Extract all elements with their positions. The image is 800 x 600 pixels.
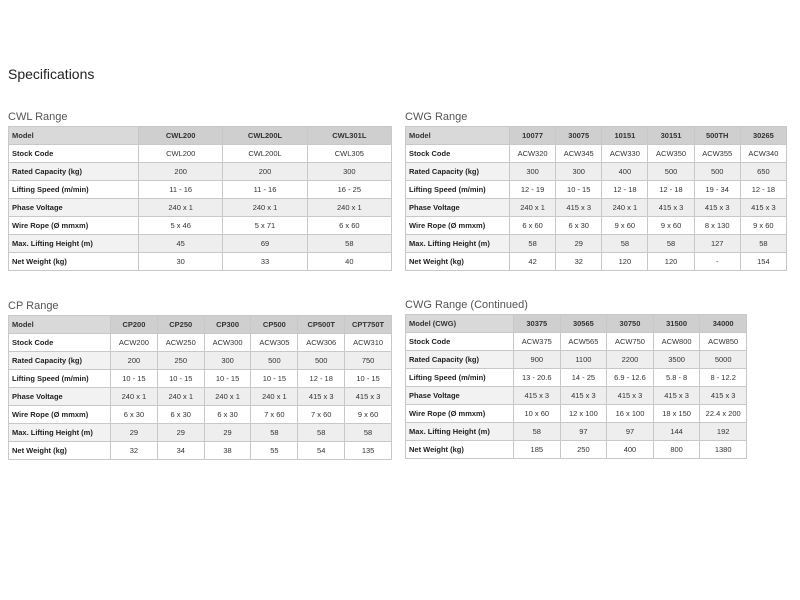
table-cell: 55 [251, 442, 298, 460]
table-row [406, 217, 787, 235]
table-header-row [406, 315, 747, 333]
table-row [406, 405, 747, 423]
row-label: Max. Lifting Height (m) [9, 235, 139, 253]
table-cell: 97 [560, 423, 607, 441]
table-cell: 6 x 30 [204, 406, 251, 424]
table-cell: 58 [510, 235, 556, 253]
row-label: Net Weight (kg) [406, 441, 514, 459]
row-label: Stock Code [9, 145, 139, 163]
table-cell: 240 x 1 [251, 388, 298, 406]
table-cell: 300 [510, 163, 556, 181]
table-cell: 135 [345, 442, 392, 460]
table-cell: 58 [740, 235, 786, 253]
table-cell: CWL200L [223, 127, 307, 145]
table-cell: ACW750 [607, 333, 654, 351]
table-cell: 32 [111, 442, 158, 460]
table-cell: 30750 [607, 315, 654, 333]
table-cell: CP250 [157, 316, 204, 334]
table-header-row [9, 316, 392, 334]
table-cell: 415 x 3 [648, 199, 694, 217]
cwg-continued-title: CWG Range (Continued) [405, 299, 528, 311]
cwg-continued-table [405, 314, 747, 459]
table-cell: 300 [556, 163, 602, 181]
cwg-continued-section [405, 298, 747, 459]
table-cell: CP300 [204, 316, 251, 334]
table-row [406, 181, 787, 199]
row-label: Stock Code [406, 145, 510, 163]
table-cell: 30265 [740, 127, 786, 145]
cwl-range-title: CWL Range [8, 111, 68, 123]
table-cell: 144 [653, 423, 700, 441]
table-cell: 500 [694, 163, 740, 181]
table-cell: 415 x 3 [607, 387, 654, 405]
table-cell: 1380 [700, 441, 747, 459]
table-cell: 31500 [653, 315, 700, 333]
table-cell: 12 - 18 [740, 181, 786, 199]
table-cell: 42 [510, 253, 556, 271]
table-cell: 34000 [700, 315, 747, 333]
row-label: Max. Lifting Height (m) [406, 423, 514, 441]
table-cell: 8 - 12.2 [700, 369, 747, 387]
table-cell: 192 [700, 423, 747, 441]
table-cell: 12 - 18 [602, 181, 648, 199]
table-cell: 415 x 3 [653, 387, 700, 405]
table-cell: 200 [139, 163, 223, 181]
table-cell: ACW320 [510, 145, 556, 163]
table-cell: 415 x 3 [514, 387, 561, 405]
row-label: Phase Voltage [406, 387, 514, 405]
table-row [9, 370, 392, 388]
table-cell: 250 [157, 352, 204, 370]
table-row [406, 423, 747, 441]
table-cell: 300 [307, 163, 391, 181]
table-cell: 300 [204, 352, 251, 370]
table-cell: 58 [648, 235, 694, 253]
table-cell: 40 [307, 253, 391, 271]
table-row [9, 406, 392, 424]
table-cell: ACW200 [111, 334, 158, 352]
table-cell: 32 [556, 253, 602, 271]
table-cell: 18 x 150 [653, 405, 700, 423]
table-row [9, 388, 392, 406]
table-row [9, 334, 392, 352]
table-cell: 29 [111, 424, 158, 442]
row-label: Lifting Speed (m/min) [9, 370, 111, 388]
table-cell: 58 [602, 235, 648, 253]
table-cell: 9 x 60 [602, 217, 648, 235]
table-row [406, 333, 747, 351]
table-cell: ACW340 [740, 145, 786, 163]
table-cell: 240 x 1 [307, 199, 391, 217]
table-cell: 8 x 130 [694, 217, 740, 235]
table-cell: ACW305 [251, 334, 298, 352]
row-label: Lifting Speed (m/min) [9, 181, 139, 199]
table-cell: ACW850 [700, 333, 747, 351]
table-cell: ACW350 [648, 145, 694, 163]
table-cell: 400 [602, 163, 648, 181]
cwl-range-section [8, 110, 392, 271]
table-cell: 240 x 1 [602, 199, 648, 217]
cp-range-section [8, 299, 392, 460]
table-cell: 6 x 30 [556, 217, 602, 235]
table-cell: 10 - 15 [251, 370, 298, 388]
table-cell: 58 [298, 424, 345, 442]
table-cell: CWL301L [307, 127, 391, 145]
table-cell: 58 [345, 424, 392, 442]
row-label: Rated Capacity (kg) [9, 163, 139, 181]
table-cell: ACW310 [345, 334, 392, 352]
table-cell: 127 [694, 235, 740, 253]
table-row [9, 352, 392, 370]
row-label: Phase Voltage [406, 199, 510, 217]
table-row [9, 145, 392, 163]
table-row [406, 145, 787, 163]
table-row [406, 369, 747, 387]
table-cell: 10 - 15 [157, 370, 204, 388]
table-cell: 58 [307, 235, 391, 253]
row-label: Rated Capacity (kg) [406, 351, 514, 369]
row-label: Max. Lifting Height (m) [9, 424, 111, 442]
table-cell: 6.9 - 12.6 [607, 369, 654, 387]
row-label: Wire Rope (Ø mmxm) [406, 405, 514, 423]
table-cell: 97 [607, 423, 654, 441]
table-cell: - [694, 253, 740, 271]
table-cell: 5 x 46 [139, 217, 223, 235]
row-label: Stock Code [9, 334, 111, 352]
row-label: Stock Code [406, 333, 514, 351]
table-cell: 240 x 1 [111, 388, 158, 406]
table-cell: 800 [653, 441, 700, 459]
table-cell: 58 [251, 424, 298, 442]
table-cell: 30565 [560, 315, 607, 333]
table-row [406, 441, 747, 459]
row-label: Model (CWG) [406, 315, 514, 333]
table-cell: 10 - 15 [556, 181, 602, 199]
cwg-range-table [405, 126, 787, 271]
table-cell: 415 x 3 [345, 388, 392, 406]
table-cell: 10 - 15 [111, 370, 158, 388]
table-cell: 29 [157, 424, 204, 442]
table-cell: CWL200 [139, 127, 223, 145]
table-cell: 500TH [694, 127, 740, 145]
table-row [9, 235, 392, 253]
table-cell: 415 x 3 [556, 199, 602, 217]
table-cell: 9 x 60 [648, 217, 694, 235]
table-cell: 7 x 60 [251, 406, 298, 424]
row-label: Net Weight (kg) [9, 442, 111, 460]
row-label: Max. Lifting Height (m) [406, 235, 510, 253]
table-cell: 30151 [648, 127, 694, 145]
table-cell: 240 x 1 [223, 199, 307, 217]
table-cell: ACW345 [556, 145, 602, 163]
table-cell: 400 [607, 441, 654, 459]
table-cell: 500 [251, 352, 298, 370]
table-cell: 750 [345, 352, 392, 370]
table-cell: 5.8 - 8 [653, 369, 700, 387]
table-cell: ACW330 [602, 145, 648, 163]
table-cell: 10 - 15 [204, 370, 251, 388]
table-cell: CWL200 [139, 145, 223, 163]
table-row [406, 199, 787, 217]
table-cell: 6 x 30 [157, 406, 204, 424]
row-label: Lifting Speed (m/min) [406, 181, 510, 199]
table-cell: 33 [223, 253, 307, 271]
table-cell: 240 x 1 [204, 388, 251, 406]
row-label: Wire Rope (Ø mmxm) [9, 217, 139, 235]
cp-range-title: CP Range [8, 300, 59, 312]
table-cell: 30 [139, 253, 223, 271]
table-cell: CP200 [111, 316, 158, 334]
row-label: Rated Capacity (kg) [9, 352, 111, 370]
table-row [406, 387, 747, 405]
table-cell: CWL200L [223, 145, 307, 163]
row-label: Model [9, 127, 139, 145]
table-cell: 11 - 16 [223, 181, 307, 199]
table-cell: 16 - 25 [307, 181, 391, 199]
table-cell: 6 x 60 [510, 217, 556, 235]
table-row [9, 181, 392, 199]
table-cell: 240 x 1 [157, 388, 204, 406]
cwl-range-table [8, 126, 392, 271]
row-label: Phase Voltage [9, 388, 111, 406]
table-cell: 200 [223, 163, 307, 181]
cwg-range-title: CWG Range [405, 111, 468, 123]
table-cell: 415 x 3 [700, 387, 747, 405]
table-cell: ACW800 [653, 333, 700, 351]
table-row [9, 217, 392, 235]
row-label: Phase Voltage [9, 199, 139, 217]
row-label: Net Weight (kg) [9, 253, 139, 271]
table-cell: 16 x 100 [607, 405, 654, 423]
table-cell: 415 x 3 [694, 199, 740, 217]
row-label: Wire Rope (Ø mmxm) [9, 406, 111, 424]
table-cell: 5 x 71 [223, 217, 307, 235]
table-row [406, 163, 787, 181]
table-cell: 12 - 18 [298, 370, 345, 388]
table-row [9, 424, 392, 442]
table-cell: 120 [602, 253, 648, 271]
table-cell: 6 x 30 [111, 406, 158, 424]
table-cell: 240 x 1 [510, 199, 556, 217]
table-row [406, 351, 747, 369]
table-cell: 120 [648, 253, 694, 271]
table-cell: 38 [204, 442, 251, 460]
table-cell: 69 [223, 235, 307, 253]
row-label: Model [9, 316, 111, 334]
table-cell: 10 x 60 [514, 405, 561, 423]
table-cell: ACW355 [694, 145, 740, 163]
table-cell: 154 [740, 253, 786, 271]
table-cell: 13 - 20.6 [514, 369, 561, 387]
table-cell: 1100 [560, 351, 607, 369]
table-cell: 415 x 3 [740, 199, 786, 217]
table-header-row [9, 127, 392, 145]
table-cell: 11 - 16 [139, 181, 223, 199]
table-cell: 415 x 3 [298, 388, 345, 406]
table-cell: 58 [514, 423, 561, 441]
table-cell: CP500 [251, 316, 298, 334]
table-cell: 240 x 1 [139, 199, 223, 217]
row-label: Net Weight (kg) [406, 253, 510, 271]
table-cell: 9 x 60 [740, 217, 786, 235]
table-cell: ACW300 [204, 334, 251, 352]
table-cell: 10151 [602, 127, 648, 145]
table-row [9, 253, 392, 271]
table-cell: 54 [298, 442, 345, 460]
table-cell: 10077 [510, 127, 556, 145]
table-cell: 900 [514, 351, 561, 369]
table-row [9, 199, 392, 217]
table-row [9, 442, 392, 460]
table-cell: 200 [111, 352, 158, 370]
table-cell: 29 [204, 424, 251, 442]
table-cell: 30375 [514, 315, 561, 333]
table-cell: 12 x 100 [560, 405, 607, 423]
table-cell: 12 - 19 [510, 181, 556, 199]
table-cell: 30075 [556, 127, 602, 145]
table-cell: 12 - 18 [648, 181, 694, 199]
table-cell: ACW306 [298, 334, 345, 352]
table-cell: 14 - 25 [560, 369, 607, 387]
table-row [9, 163, 392, 181]
page-title: Specifications [8, 66, 95, 82]
table-cell: ACW250 [157, 334, 204, 352]
table-cell: 500 [648, 163, 694, 181]
table-cell: 19 - 34 [694, 181, 740, 199]
table-cell: 650 [740, 163, 786, 181]
cwg-range-section [405, 110, 787, 271]
table-cell: 2200 [607, 351, 654, 369]
table-cell: ACW375 [514, 333, 561, 351]
table-cell: 415 x 3 [560, 387, 607, 405]
table-cell: ACW565 [560, 333, 607, 351]
table-cell: 500 [298, 352, 345, 370]
table-cell: 45 [139, 235, 223, 253]
table-cell: 29 [556, 235, 602, 253]
table-row [406, 253, 787, 271]
table-header-row [406, 127, 787, 145]
table-cell: 6 x 60 [307, 217, 391, 235]
table-cell: 5000 [700, 351, 747, 369]
table-cell: 9 x 60 [345, 406, 392, 424]
row-label: Lifting Speed (m/min) [406, 369, 514, 387]
table-cell: CWL305 [307, 145, 391, 163]
table-cell: 10 - 15 [345, 370, 392, 388]
table-cell: 185 [514, 441, 561, 459]
row-label: Wire Rope (Ø mmxm) [406, 217, 510, 235]
table-cell: 250 [560, 441, 607, 459]
table-cell: 34 [157, 442, 204, 460]
table-cell: CPT750T [345, 316, 392, 334]
row-label: Rated Capacity (kg) [406, 163, 510, 181]
table-cell: CP500T [298, 316, 345, 334]
row-label: Model [406, 127, 510, 145]
table-cell: 7 x 60 [298, 406, 345, 424]
table-cell: 3500 [653, 351, 700, 369]
cp-range-table [8, 315, 392, 460]
table-row [406, 235, 787, 253]
table-cell: 22.4 x 200 [700, 405, 747, 423]
